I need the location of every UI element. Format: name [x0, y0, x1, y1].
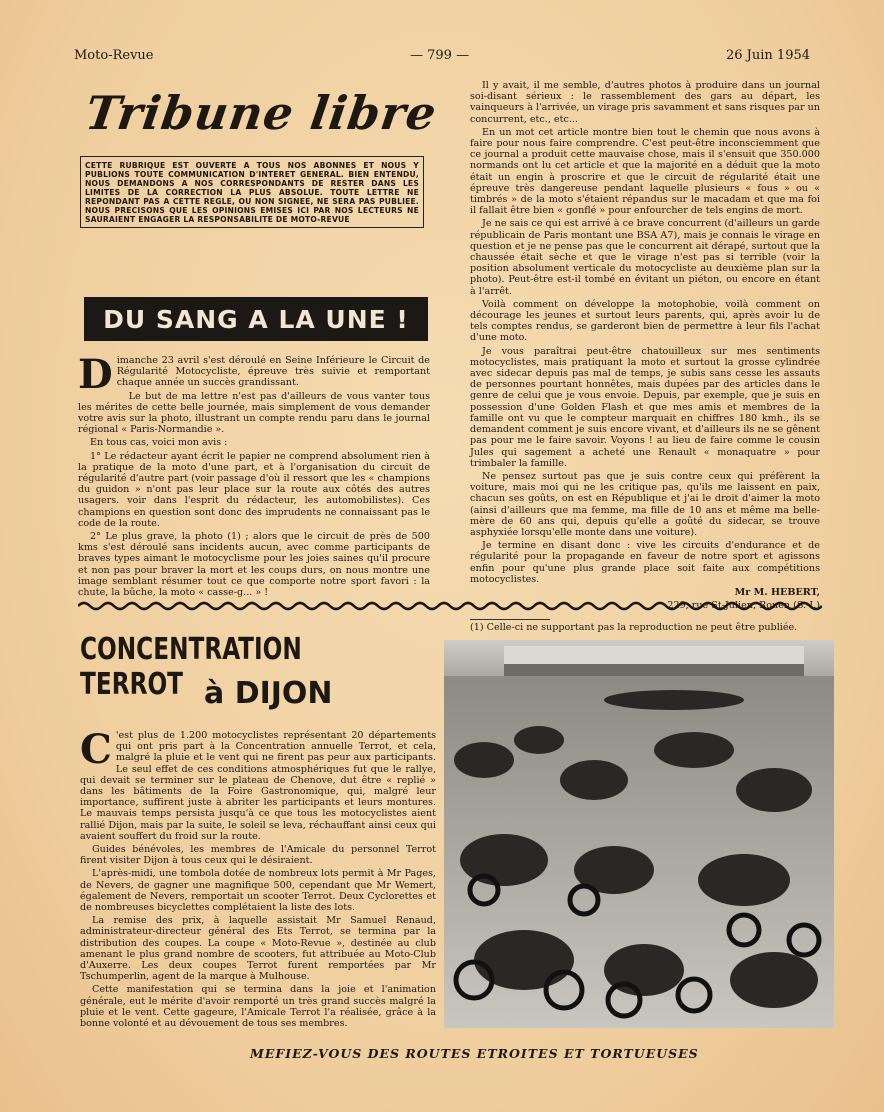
article-paragraph: Je vous paraîtrai peut-être chatouilleux sur mes sentiments motocyclistes, mais pratiquant la moto et surtout la grosse cylindrée avec sidecar depuis pas mal de temps, je subis sans cesse les assauts de personnes pourtant honnêtes, mais dupées par des articles dans le genre de celui que je vous envoie. Depuis, par exemple, que je suis en possession d'une Golden Flash et que mes amis et membres de la famille ont vu que le compteur marquait en chiffres 180 kmh., ils se demandent comment je suis encore vivant, et d'ailleurs ils ne se gênent pas pour me le faire savoir. Voyons ! au lieu de faire comme le cousin Jules qui sagement a acheté une Renault « monaquatre » pour trimbaler la famille. [470, 345, 820, 469]
article-headline: CONCENTRATION TERROT [80, 632, 302, 702]
article-left-column [78, 351, 430, 600]
article-paragraph: Il y avait, il me semble, d'autres photos à produire dans un journal soi-disant sérieux : le rassemblement des gars au départ, les vainqueurs à l'arrivée, un virage pris savamment et sans risques par un concurrent, etc., etc... [470, 80, 820, 125]
drop-cap: D [78, 351, 113, 398]
article-paragraph: 2° Le plus grave, la photo (1) ; alors que le circuit de près de 500 kms s'est déroulé sans incidents aucun, avec comme participants de braves types aimant le motocyclisme pour les joies saines qu'il procure et non pas pour braver la mort et les coups durs, on nous montre une image semblant résumer tout ce que comporte notre sport favori : la chute, la bûche, la moto « casse-g... » ! [78, 531, 430, 599]
article-paragraph: La remise des prix, à laquelle assistait Mr Samuel Renaud, administrateur-directeur général des Ets Terrot, se termina par la distribution des coupes. La coupe « Moto-Revue », destinée au club amenant le plus grand nombre de scooters, fut attribuée au Moto-Club d'Auxerre. Les deux coupes Terrot furent remportées par Mr Tschumperlin, agent de la marque à Mulhouse. [80, 915, 436, 983]
article-subheadline: à DIJON [204, 676, 333, 711]
article-paragraph: Je ne sais ce qui est arrivé à ce brave concurrent (d'ailleurs un garde républicain de Paris montant une BSA A7), mais je connais le virage en question et je ne pense pas que le concurrent ait dérapé, surtout que la chaussée était sèche et que le virage n'est pas si terrible (voir la position absolument verticale du motocycliste au deuxième plan sur la photo). Peut-être est-il tombé en évitant un piéton, ou encore en étant à l'arrêt. [470, 218, 820, 297]
section-title: Tribune libre [82, 86, 441, 140]
page-number: — 799 — [410, 48, 470, 63]
drop-cap: C [80, 726, 112, 773]
signature-name: Mr M. HEBERT, [734, 586, 820, 598]
article-headline: DU SANG A LA UNE ! [84, 297, 428, 341]
editorial-notice-box: CETTE RUBRIQUE EST OUVERTE A TOUS NOS ABONNES ET NOUS Y PUBLIONS TOUTE COMMUNICATION D'INTERET GENERAL. BIEN ENTENDU, NOUS DEMANDONS A NOS CORRESPONDANTS DE RESTER DANS LES LIMITES DE LA CORRECTION LA PLUS ABSOLUE. TOUTE LETTRE NE REPONDANT PAS A CETTE REGLE, OU NON SIGNEE, NE SERA PAS PUBLIEE. NOUS PRECISONS QUE LES OPINIONS EMISES ICI PAR NOS LECTEURS NE SAURAIENT ENGAGER LA RESPONSABILITE DE MOTO-REVUE [80, 156, 424, 228]
article-paragraph: En tous cas, voici mon avis : [90, 437, 228, 449]
article-paragraph: 1° Le rédacteur ayant écrit le papier ne comprend absolument rien à la pratique de la moto d'une part, et à l'organisation du circuit de régularité d'autre part (voir passage d'où il ressort que les « champions du guidon » n'ont pas leur place sur la route aux côtés des autres usagers. voir dans l'esprit du rédacteur, les automobilistes). Ces champions en question sont donc des imprudents ne connaissant pas le code de la route. [78, 450, 430, 529]
article-paragraph: Cette manifestation qui se termina dans la joie et l'animation générale, eut le mérite d'avoir remporté un très grand succès malgré la pluie et le vent. Cette gageure, l'Amicale Terrot l'a réalisée, grâce à la bonne volonté et au dévouement de tous ses membres. [80, 984, 436, 1030]
issue-date: 26 Juin 1954 [726, 48, 811, 63]
safety-slogan: MEFIEZ-VOUS DES ROUTES ETROITES ET TORTUEUSES [250, 1046, 699, 1061]
article-right-column [470, 80, 820, 636]
article-paragraph: En un mot cet article montre bien tout le chemin que nous avons à faire pour nous faire comprendre. C'est peut-être inconsciemment que ce journal a produit cette mauvaise chose, mais il s'ensuit que 350.000 normands ont lu cet article et que la majorité en a déduit que la moto était un engin à proscrire et que le circuit de régularité était une épreuve très dangereuse pendant laquelle plusieurs « fous » ou « timbrés » de la moto s'étaient répandus sur le macadam et que ma foi il fallait être bien « gonflé » pour enfourcher de tels engins de mort. [470, 126, 820, 217]
article-column [80, 726, 436, 1031]
article-paragraph: Dimanche 23 avril s'est déroulé en Seine Inférieure le Circuit de Régularité Motocycliste, épreuve très suivie et remportant chaque année un succès grandissant. [78, 351, 430, 398]
article-paragraph: L'après-midi, une tombola dotée de nombreux lots permit à Mr Pages, de Nevers, de gagner une magnifique 500, cependant que Mr Wemert, également de Nevers, remportait un scooter Terrot. Deux Cyclorettes et de nombreuses bicyclettes complétaient la liste des lots. [80, 868, 436, 914]
signature-address: 229, rue St-Julien, Rouen (S.-I.) [667, 600, 820, 612]
magazine-name: Moto-Revue [74, 48, 154, 63]
article-paragraph: Je termine en disant donc : vive les circuits d'endurance et de régularité pour la propagande en faveur de notre sport et agissons enfin pour qu'une plus grande place soit faite aux compétitions motocyclistes. [470, 540, 820, 585]
footnote: (1) Celle-ci ne supportant pas la reproduction ne peut être publiée. [470, 622, 798, 634]
motorcycle-rally-photo [444, 640, 834, 1028]
article-paragraph: Le but de ma lettre n'est pas d'ailleurs de vous vanter tous les mérites de cette belle journée, mais simplement de vous demander votre avis sur la photo, illustrant un compte rendu paru dans le journal régional « Paris-Normandie ». [78, 390, 430, 436]
wavy-divider [78, 600, 822, 612]
article-paragraph: Ne pensez surtout pas que je suis contre ceux qui préfèrent la voiture, mais moi qui ne les critique pas, qu'ils me laissent en paix, chacun ses goûts, on est en République et j'ai le droit d'aimer la moto (ainsi d'ailleurs que ma femme, ma fille de 10 ans et même ma belle-mère de 60 ans qui, depuis qu'elle a goûté du sidecar, se trouve asphyxiée lorsqu'elle monte dans une voiture). [470, 470, 820, 538]
article-paragraph: C 'est plus de 1.200 motocyclistes représentant 20 départements qui ont pris part à la Concentration annuelle Terrot, et cela, malgré la pluie et le vent qui ne firent pas peur aux participants. Le seul effet de ces conditions atmosphériques fut que le rallye, qui devait se terminer sur le plateau de Chenove, dut être « replié » dans les bâtiments de la Foire Gastronomique, qui, malgré leur importance, suffirent juste à abriter les participants et leurs montures. Le mauvais temps persista jusqu'à ce que tous les motocyclistes aient rallié Dijon, mais par la suite, le soleil se leva, réchauffant ainsi ceux qui avaient souffert du froid sur la route. [80, 726, 436, 842]
article-paragraph: Voilà comment on développe la motophobie, voilà comment on décourage les jeunes et surtout leurs parents, qui, après avoir lu de tels comptes rendus, se garderont bien de permettre à leur fils l'achat d'une moto. [470, 298, 820, 344]
article-paragraph: Guides bénévoles, les membres de l'Amicale du personnel Terrot firent visiter Dijon à tous ceux qui le désiraient. [80, 844, 436, 867]
